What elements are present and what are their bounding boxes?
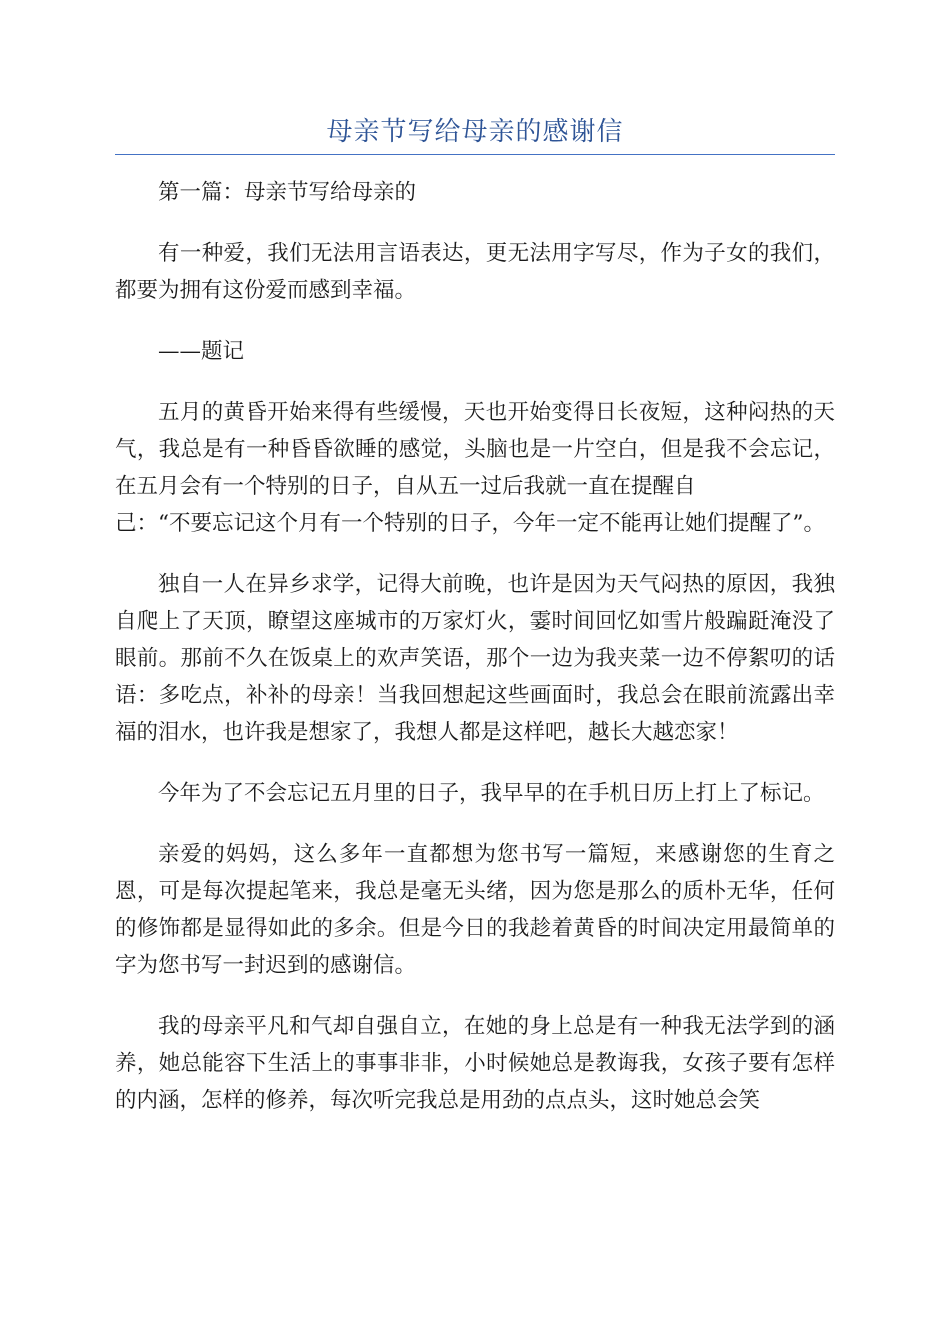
paragraph: 我的母亲平凡和气却自强自立，在她的身上总是有一种我无法学到的涵养，她总能容下生活上的事事非非，小时候她总是教诲我，女孩子要有怎样的内涵，怎样的修养，每次听完我总是用劲的点点头，这时她总会笑 [115, 1014, 835, 1113]
document-body [115, 174, 835, 1143]
paragraph: 今年为了不会忘记五月里的日子，我早早的在手机日历上打上了标记。 [158, 781, 825, 806]
paragraph: 独自一人在异乡求学，记得大前晚，也许是因为天气闷热的原因，我独自爬上了天顶，瞭望这座城市的万家灯火，霎时间回忆如雪片般蹁跹淹没了眼前。那前不久在饭桌上的欢声笑语，那个一边为我夹菜一边不停絮叨的话语：多吃点，补补的母亲！当我回想起这些画面时，我总会在眼前流露出幸福的泪水，也许我是想家了，我想人都是这样吧，越长大越恋家！ [115, 572, 835, 745]
paragraph: 亲爱的妈妈，这么多年一直都想为您书写一篇短，来感谢您的生育之恩，可是每次提起笔来，我总是毫无头绪，因为您是那么的质朴无华，任何的修饰都是显得如此的多余。但是今日的我趁着黄昏的时间决定用最简单的字为您书写一封迟到的感谢信。 [115, 842, 835, 978]
title-underline [115, 154, 835, 155]
paragraph: 有一种爱，我们无法用言语表达，更无法用字写尽，作为子女的我们，都要为拥有这份爱而感到幸福。 [115, 241, 835, 303]
paragraph-epigraph-credit: ——题记 [158, 339, 245, 364]
paragraph: 五月的黄昏开始来得有些缓慢，天也开始变得日长夜短，这种闷热的天气，我总是有一种昏昏欲睡的感觉，头脑也是一片空白，但是我不会忘记，在五月会有一个特别的日子，自从五一过后我就一直在提醒自 己：“不要忘记这个月有一个特别的日子，今年一定不能再让她们提醒了”。 [115, 400, 835, 536]
paragraph-subtitle: 第一篇：母亲节写给母亲的 [158, 180, 417, 205]
document-title: 母亲节写给母亲的感谢信 [326, 117, 624, 147]
